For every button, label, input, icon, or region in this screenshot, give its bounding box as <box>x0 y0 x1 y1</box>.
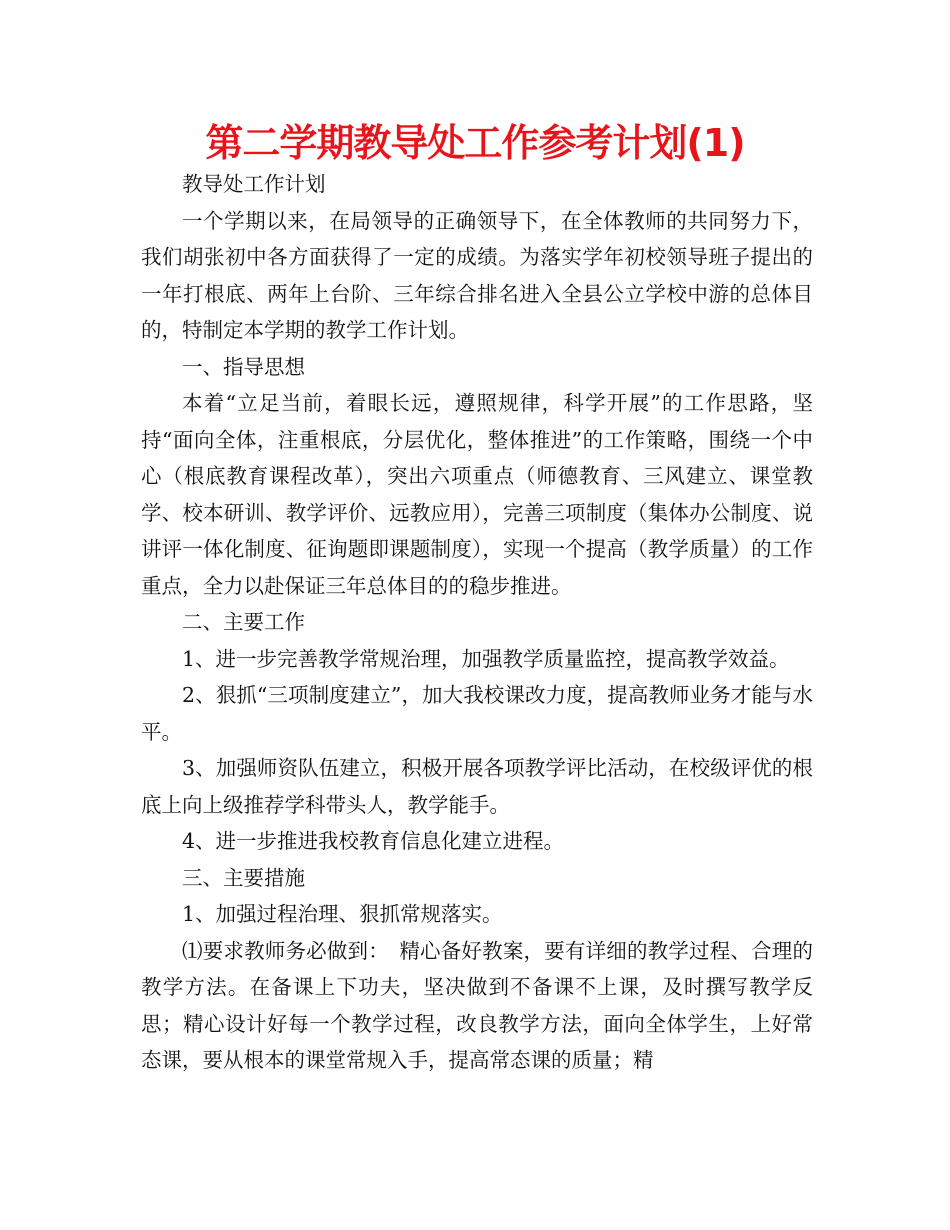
paragraph-intro: 一个学期以来，在局领导的正确领导下，在全体教师的共同努力下，我们胡张初中各方面获得了一定的成绩。为落实学年初校领导班子提出的一年打根底、两年上台阶、三年综合排名进入全县公立学校中游的总体目的，特制定本学期的教学工作计划。 <box>141 208 813 342</box>
section-heading-main-measures: 三、主要措施 <box>182 865 305 890</box>
section-heading-main-work: 二、主要工作 <box>182 610 305 634</box>
list-item-work-3: 3、加强师资队伍建立，积极开展各项教学评比活动，在校级评优的根底上向上级推荐学科带头人，教学能手。 <box>141 756 813 817</box>
list-item-work-1: 1、进一步完善教学常规治理，加强教学质量监控，提高教学效益。 <box>182 646 790 671</box>
paragraph-measure-1-detail: ⑴要求教师务必做到： 精心备好教案，要有详细的教学过程、合理的教学方法。在备课上下功夫，坚决做到不备课不上课，及时撰写教学反思；精心设计好每一个教学过程，改良教学方法，面向全体学生，上好常态课，要从根本的课堂常规入手，提高常态课的质量；精 <box>141 938 813 1072</box>
document-title: 第二学期教导处工作参考计划(1) <box>205 121 745 165</box>
paragraph-guiding-thought: 本着“立足当前，着眼长远，遵照规律，科学开展”的工作思路，坚持“面向全体，注重根底，分层优化，整体推进”的工作策略，围绕一个中心（根底教育课程改革），突出六项重点（师德教育、三风建立、课堂教学、校本研训、教学评价、远教应用），完善三项制度（集体办公制度、说讲评一体化制度、征询题即课题制度），实现一个提高（教学质量）的工作重点，全力以赴保证三年总体目的的稳步推进。 <box>141 391 813 598</box>
list-item-work-4: 4、进一步推进我校教育信息化建立进程。 <box>182 829 565 853</box>
section-heading-guiding-thought: 一、指导思想 <box>182 354 305 379</box>
list-item-work-2: 2、狠抓“三项制度建立”，加大我校课改力度，提高教师业务才能与水平。 <box>141 683 813 744</box>
document-body <box>141 166 813 1079</box>
paragraph-subtitle: 教导处工作计划 <box>182 172 326 196</box>
list-item-measure-1: 1、加强过程治理、狠抓常规落实。 <box>182 902 503 926</box>
